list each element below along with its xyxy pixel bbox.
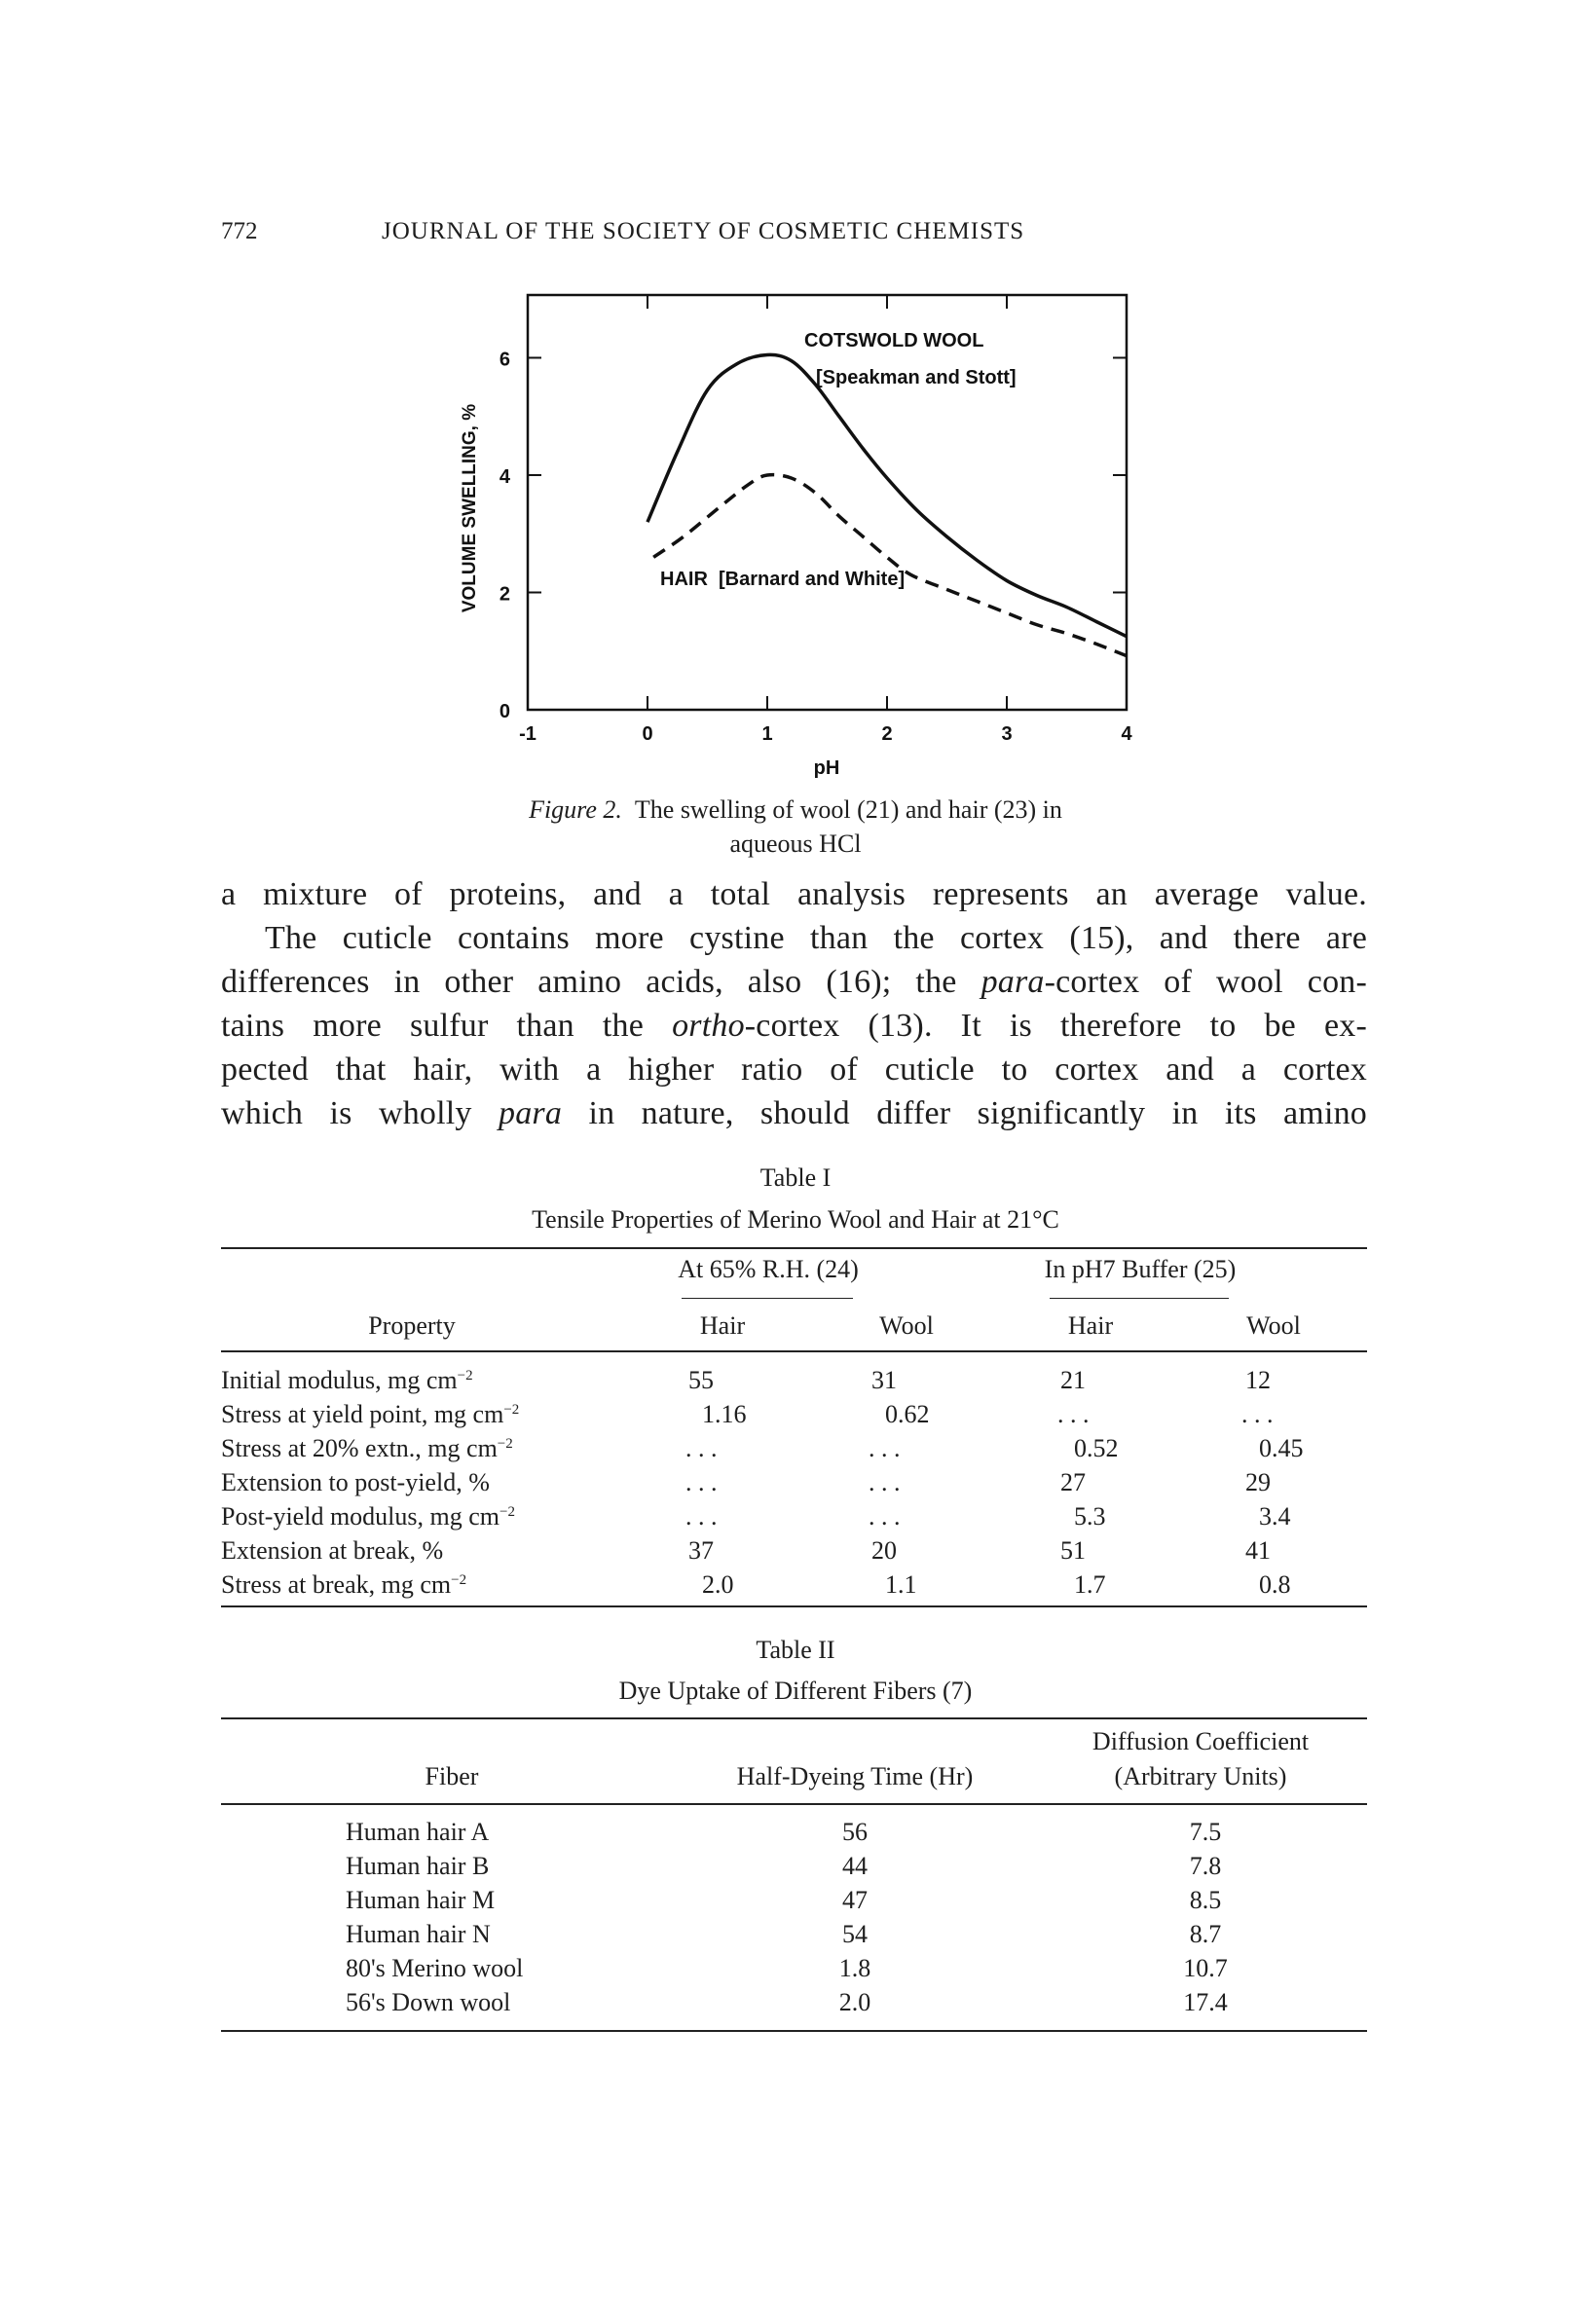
- property-label: Stress at 20% extn., mg cm: [221, 1434, 498, 1462]
- table1-header-rule: [221, 1350, 1367, 1352]
- table-row-fiber: 56's Down wool: [346, 1988, 511, 2016]
- table-cell: 41: [1245, 1536, 1271, 1565]
- table-cell-time: 56: [842, 1818, 868, 1846]
- caption-text-1: The swelling of wool (21) and hair (23) in: [634, 795, 1062, 824]
- x-tick-label: 1: [761, 723, 773, 745]
- table-cell-diffusion: 8.7: [1189, 1920, 1222, 1948]
- table-row-property: [221, 1468, 490, 1497]
- table-row-property: [221, 1536, 443, 1566]
- table1-subtitle: Tensile Properties of Merino Wool and Hair at 21°C: [532, 1205, 1059, 1234]
- page-number: 772: [221, 218, 258, 244]
- text: which is wholly: [221, 1095, 499, 1131]
- y-tick-label: 2: [499, 583, 510, 606]
- body-line: [221, 964, 1367, 1001]
- text: pected that hair, with a higher ratio of cuticle to cortex and a cortex: [221, 1051, 1367, 1088]
- table-cell: 5.3: [1074, 1502, 1106, 1531]
- y-tick-label: 4: [499, 465, 510, 488]
- table-cell-diffusion: 10.7: [1183, 1954, 1228, 1982]
- table-cell: 0.52: [1074, 1434, 1119, 1462]
- table-cell: 3.4: [1259, 1502, 1291, 1531]
- x-tick-label: 0: [642, 723, 653, 745]
- table-row-fiber: Human hair B: [346, 1852, 490, 1880]
- table-cell: 12: [1245, 1366, 1271, 1394]
- wool-series-label: COTSWOLD WOOL: [804, 330, 984, 351]
- group-underline: [1050, 1298, 1229, 1299]
- table-cell: 27: [1060, 1468, 1086, 1496]
- table-cell-time: 47: [842, 1886, 868, 1914]
- table-cell-time: 1.8: [838, 1954, 871, 1982]
- table-row-fiber: Human hair A: [346, 1818, 490, 1846]
- table-cell: 0.62: [885, 1400, 930, 1428]
- table-cell: 21: [1060, 1366, 1086, 1394]
- table-cell: . . .: [685, 1434, 718, 1462]
- text: -cortex of wool con-: [1044, 964, 1367, 1000]
- text: tains more sulfur than the: [221, 1008, 673, 1044]
- table-row-fiber: 80's Merino wool: [346, 1954, 524, 1982]
- swelling-chart: [0, 0, 1591, 779]
- table-cell-time: 2.0: [838, 1988, 871, 2016]
- column-header: Hair: [699, 1311, 746, 1340]
- body-line: [221, 1051, 1367, 1088]
- table-cell: . . .: [685, 1468, 718, 1496]
- table-cell: 20: [871, 1536, 897, 1565]
- column-header: Hair: [1067, 1311, 1114, 1340]
- hair-series-label: HAIR: [660, 569, 708, 590]
- property-label: Extension to post-yield, %: [221, 1468, 490, 1496]
- superscript: −2: [451, 1572, 467, 1588]
- superscript: −2: [500, 1504, 515, 1520]
- x-axis-label: pH: [813, 757, 840, 779]
- superscript: −2: [457, 1368, 473, 1383]
- column-header: Fiber: [425, 1762, 479, 1790]
- hair-swelling-line: [653, 475, 1127, 656]
- x-tick-label: 2: [881, 723, 893, 745]
- table-cell: 37: [688, 1536, 714, 1565]
- table-row-property: [221, 1434, 513, 1463]
- caption-text-2: aqueous HCl: [729, 830, 862, 858]
- table1-group-header: At 65% R.H. (24): [678, 1255, 859, 1283]
- table-row-fiber: Human hair M: [346, 1886, 496, 1914]
- column-header: Wool: [1246, 1311, 1301, 1340]
- text: The cuticle contains more cystine than the cortex (15), and there are: [265, 920, 1367, 956]
- table-row-property: [221, 1570, 466, 1600]
- table1-title: Table I: [759, 1163, 832, 1192]
- figure-label: Figure 2.: [529, 795, 622, 824]
- column-header: Wool: [879, 1311, 934, 1340]
- table-cell: 0.45: [1259, 1434, 1304, 1462]
- table1-bottom-rule: [221, 1605, 1367, 1607]
- table-row-property: [221, 1502, 515, 1531]
- table1-top-rule: [221, 1247, 1367, 1249]
- table2-top-rule: [221, 1717, 1367, 1719]
- property-label: Post-yield modulus, mg cm: [221, 1502, 500, 1531]
- table-cell: 51: [1060, 1536, 1086, 1565]
- italic-term: para: [980, 964, 1045, 1000]
- text: in nature, should differ significantly in its amino: [562, 1095, 1367, 1131]
- table-cell: . . .: [869, 1468, 901, 1496]
- superscript: −2: [503, 1402, 520, 1418]
- table-cell-diffusion: 17.4: [1183, 1988, 1228, 2016]
- x-tick-label: 4: [1121, 723, 1132, 745]
- column-header: (Arbitrary Units): [1114, 1762, 1287, 1790]
- y-axis-label: VOLUME SWELLING, %: [460, 403, 480, 613]
- body-line: [265, 920, 1367, 957]
- body-line: [221, 876, 1367, 913]
- table-cell-time: 54: [842, 1920, 868, 1948]
- table-cell: 1.1: [885, 1570, 917, 1599]
- group-underline: [682, 1298, 853, 1299]
- table-row-property: [221, 1366, 473, 1395]
- body-line: [221, 1008, 1367, 1045]
- italic-term: ortho: [672, 1008, 745, 1044]
- table-cell: 1.7: [1074, 1570, 1106, 1599]
- table-cell: . . .: [869, 1434, 901, 1462]
- column-header: Half-Dyeing Time (Hr): [736, 1762, 974, 1790]
- property-label: Extension at break, %: [221, 1536, 444, 1565]
- table-row-fiber: Human hair N: [346, 1920, 491, 1948]
- table2-title: Table II: [756, 1636, 835, 1664]
- table-cell: . . .: [1057, 1400, 1090, 1428]
- table-row-property: [221, 1400, 519, 1429]
- table-cell: 0.8: [1259, 1570, 1291, 1599]
- table-cell: . . .: [685, 1502, 718, 1531]
- figure-caption: [0, 795, 1591, 825]
- body-line: [221, 1095, 1367, 1132]
- column-header: Property: [368, 1311, 456, 1340]
- table-cell: . . .: [1241, 1400, 1274, 1428]
- table-cell: 55: [688, 1366, 714, 1394]
- table-cell-diffusion: 8.5: [1189, 1886, 1222, 1914]
- table-cell: 31: [871, 1366, 897, 1394]
- text: a mixture of proteins, and a total analysis represents an average value.: [221, 876, 1367, 912]
- table-cell: 2.0: [702, 1570, 734, 1599]
- y-tick-label: 6: [499, 349, 510, 371]
- column-header: Diffusion Coefficient: [1092, 1727, 1310, 1755]
- property-label: Initial modulus, mg cm: [221, 1366, 458, 1394]
- wool-series-source: [Speakman and Stott]: [816, 367, 1017, 388]
- table-cell-time: 44: [842, 1852, 868, 1880]
- hair-series-source: [Barnard and White]: [719, 569, 906, 590]
- wool-swelling-line: [648, 354, 1127, 636]
- x-tick-label: -1: [519, 723, 536, 745]
- table-cell: 1.16: [702, 1400, 747, 1428]
- superscript: −2: [497, 1436, 513, 1452]
- table2-subtitle: Dye Uptake of Different Fibers (7): [618, 1677, 973, 1705]
- text: -cortex (13). It is therefore to be ex-: [744, 1008, 1367, 1044]
- journal-title: JOURNAL OF THE SOCIETY OF COSMETIC CHEMISTS: [382, 218, 1025, 244]
- property-label: Stress at break, mg cm: [221, 1570, 452, 1599]
- table-cell-diffusion: 7.5: [1189, 1818, 1222, 1846]
- table-cell: 29: [1245, 1468, 1271, 1496]
- x-tick-label: 3: [1001, 723, 1013, 745]
- italic-term: para: [499, 1095, 563, 1131]
- text: differences in other amino acids, also (16); the: [221, 964, 981, 1000]
- table2-header-rule: [221, 1803, 1367, 1805]
- property-label: Stress at yield point, mg cm: [221, 1400, 504, 1428]
- table-cell: . . .: [869, 1502, 901, 1531]
- table-cell-diffusion: 7.8: [1189, 1852, 1222, 1880]
- table2-bottom-rule: [221, 2030, 1367, 2032]
- y-tick-label: 0: [499, 701, 510, 722]
- table1-group-header: In pH7 Buffer (25): [1044, 1255, 1237, 1283]
